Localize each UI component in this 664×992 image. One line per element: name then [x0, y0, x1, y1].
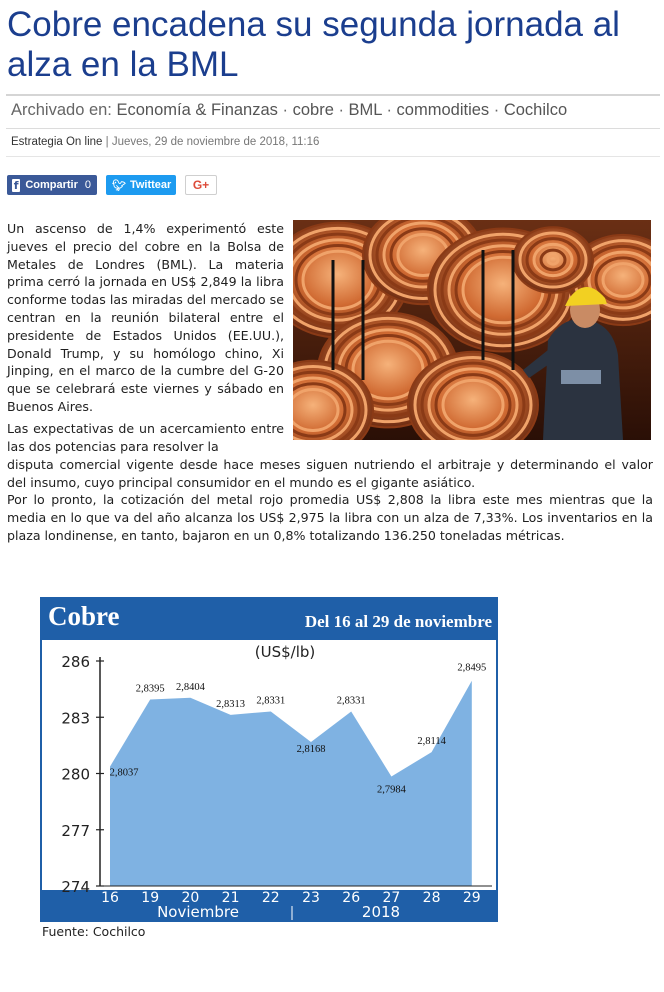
twitter-bird-icon: 🐦︎: [112, 178, 126, 192]
publish-date: Jueves, 29 de noviembre de 2018, 11:16: [111, 136, 320, 148]
divider: [6, 128, 660, 129]
x-tick-label: 29: [462, 890, 481, 906]
byline: Estrategia On line | Jueves, 29 de noviembre de 2018, 11:16: [11, 136, 320, 148]
author[interactable]: Estrategia On line: [11, 136, 103, 148]
x-tick-label: 23: [302, 890, 320, 906]
x-tick-label: 21: [221, 890, 240, 906]
data-label: 2,8114: [417, 736, 446, 748]
x-group-label-year: 2018: [361, 903, 401, 921]
facebook-share-button[interactable]: [7, 175, 97, 195]
share-bar: [7, 175, 217, 195]
paragraph-1: Un ascenso de 1,4% experimentó este jueves el precio del cobre en la Bolsa de Metales de Londres (BML). La materia prima cerró la jornada en US$ 2,849 la libra conforme todas las miradas del mercado se centran en la reunión bilateral entre el presidente de Estados Unidos (EE.UU.), Donald Trump, y su homólogo chino, Xi Jinping, en el marco de la cumbre del G-20 que se celebrará este viernes y sábado en Buenos Aires.: [7, 221, 284, 414]
facebook-icon: f: [13, 178, 19, 192]
data-label: 2,8495: [457, 662, 487, 674]
tag-link[interactable]: BML: [348, 101, 382, 119]
x-tick-label: 26: [342, 890, 361, 906]
x-tick-label: 20: [181, 890, 200, 906]
chart-title: Cobre: [48, 601, 120, 631]
divider: [6, 94, 660, 96]
tag-link[interactable]: cobre: [292, 101, 334, 119]
chart-subtitle: Del 16 al 29 de noviembre: [304, 612, 492, 631]
twitter-share-label: Twittear: [129, 179, 172, 191]
data-label: 2,8331: [256, 695, 286, 707]
tag-link[interactable]: Economía & Finanzas: [116, 101, 278, 119]
google-plus-icon: G+: [192, 178, 210, 192]
x-tick-label: 16: [101, 890, 119, 906]
facebook-share-label: Compartir: [25, 179, 78, 191]
x-group-label-month: Noviembre: [157, 903, 239, 921]
x-tick-label: 22: [261, 890, 280, 906]
y-tick-label: 283: [61, 709, 90, 728]
google-plus-share-button[interactable]: [185, 175, 217, 195]
data-label: 2,8313: [216, 698, 246, 710]
data-label: 2,8404: [175, 681, 205, 693]
x-tick-label: 27: [382, 890, 401, 906]
copper-price-chart: [40, 597, 498, 937]
y-axis-label: (US$/lb): [254, 643, 316, 661]
copper-coils-illustration: [293, 220, 651, 440]
chart-svg: [40, 597, 498, 937]
paragraph-2-start: Las expectativas de un acercamiento entre las dos potencias para resolver la: [7, 421, 284, 454]
x-tick-label: 19: [141, 890, 160, 906]
data-label: 2,7984: [376, 784, 406, 796]
share-count: 0: [84, 179, 91, 191]
y-tick-label: 277: [61, 821, 90, 840]
data-label: 2,8395: [135, 683, 165, 695]
data-label: 2,8331: [336, 695, 366, 707]
paragraph-2-end: disputa comercial vigente desde hace meses siguen nutriendo el arbitraje y determinando el valor del insumo, cuyo principal consumidor en el mundo es el gigante asiático.: [7, 457, 653, 490]
archived-tags: Archivado en: Economía & Finanzas · cobre · BML · commodities · Cochilco: [11, 101, 568, 119]
y-tick-label: 280: [61, 765, 90, 784]
copper-coil: [513, 227, 593, 293]
archived-label: Archivado en:: [11, 101, 112, 119]
x-tick-label: 28: [422, 890, 441, 906]
divider: [6, 156, 660, 157]
twitter-share-button[interactable]: [106, 175, 176, 195]
y-tick-label: 286: [61, 653, 90, 671]
y-tick-label: 274: [61, 878, 90, 896]
tag-link[interactable]: commodities: [396, 101, 490, 119]
data-label: 2,8037: [109, 767, 139, 779]
article-photo: [293, 220, 651, 440]
tag-link[interactable]: Cochilco: [503, 101, 568, 119]
paragraph-3: Por lo pronto, la cotización del metal rojo promedia US$ 2,808 la libra este mes mientras que la media en lo que va del año alcanza los US$ 2,975 la libra con un alza de 7,33%. Los inventarios en la plaza londinense, en tanto, bajaron en un 0,8% totalizando 136.250 toneladas métricas.: [7, 492, 653, 543]
data-label: 2,8168: [296, 744, 326, 755]
article-title: Cobre encadena su segunda jornada al alza en la BML: [7, 5, 620, 84]
chart-source: Fuente: Cochilco: [42, 924, 146, 937]
